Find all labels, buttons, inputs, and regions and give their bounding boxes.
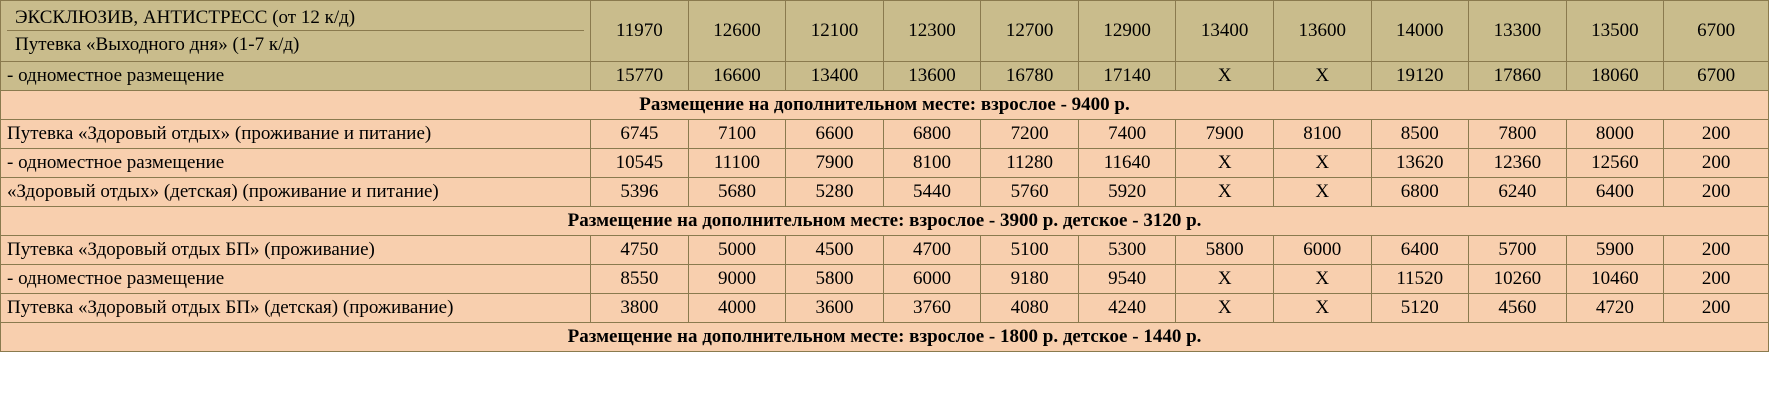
price-cell: X (1176, 294, 1274, 323)
price-cell: 13400 (786, 62, 884, 91)
price-cell: 15770 (591, 62, 689, 91)
table-header-row (1, 1, 1769, 62)
price-cell: 9540 (1078, 265, 1176, 294)
price-cell: 6800 (1371, 178, 1469, 207)
price-cell: 8550 (591, 265, 689, 294)
row-label: Путевка «Здоровый отдых» (проживание и питание) (1, 120, 591, 149)
price-cell: 6745 (591, 120, 689, 149)
price-cell: 11520 (1371, 265, 1469, 294)
price-cell: 5800 (786, 265, 884, 294)
header-label-line-1: ЭКСКЛЮЗИВ, АНТИСТРЕСС (от 12 к/д) (7, 4, 584, 31)
row-label: - одноместное размещение (1, 265, 591, 294)
price-cell: 4000 (688, 294, 786, 323)
price-cell: 10460 (1566, 265, 1664, 294)
price-cell: 16780 (981, 62, 1079, 91)
price-cell: 5900 (1566, 236, 1664, 265)
header-price-cell: 13500 (1566, 1, 1664, 62)
price-cell: 11100 (688, 149, 786, 178)
price-cell: 6400 (1371, 236, 1469, 265)
price-cell: 3760 (883, 294, 981, 323)
price-cell: 5120 (1371, 294, 1469, 323)
header-price-cell: 12900 (1078, 1, 1176, 62)
price-cell: X (1176, 265, 1274, 294)
table-row (1, 178, 1769, 207)
table-row (1, 236, 1769, 265)
table-banner-row (1, 323, 1769, 352)
banner-text: Размещение на дополнительном месте: взрослое - 3900 р. детское - 3120 р. (1, 207, 1769, 236)
price-cell: 7900 (786, 149, 884, 178)
price-cell: 5760 (981, 178, 1079, 207)
header-price-cell: 14000 (1371, 1, 1469, 62)
header-price-cell: 12100 (786, 1, 884, 62)
table-row (1, 149, 1769, 178)
header-price-cell: 12700 (981, 1, 1079, 62)
header-label-cell (1, 1, 591, 62)
price-cell: 200 (1664, 294, 1769, 323)
price-cell: 11640 (1078, 149, 1176, 178)
price-cell: 200 (1664, 120, 1769, 149)
price-cell: 17860 (1469, 62, 1567, 91)
price-cell: 5396 (591, 178, 689, 207)
price-cell: 6800 (883, 120, 981, 149)
table-row (1, 265, 1769, 294)
price-cell: 7200 (981, 120, 1079, 149)
price-cell: 5920 (1078, 178, 1176, 207)
table-row (1, 62, 1769, 91)
price-cell: 7100 (688, 120, 786, 149)
row-label: - одноместное размещение (1, 62, 591, 91)
price-cell: 10545 (591, 149, 689, 178)
table-row (1, 294, 1769, 323)
price-cell: X (1273, 62, 1371, 91)
price-cell: 4560 (1469, 294, 1567, 323)
price-cell: 8100 (883, 149, 981, 178)
price-cell: 11280 (981, 149, 1079, 178)
price-cell: 6000 (1273, 236, 1371, 265)
price-cell: 4750 (591, 236, 689, 265)
price-cell: 13620 (1371, 149, 1469, 178)
table-banner-row (1, 91, 1769, 120)
price-cell: 5000 (688, 236, 786, 265)
price-cell: X (1176, 178, 1274, 207)
price-cell: X (1273, 149, 1371, 178)
price-cell: 5280 (786, 178, 884, 207)
row-label: - одноместное размещение (1, 149, 591, 178)
banner-text: Размещение на дополнительном месте: взрослое - 1800 р. детское - 1440 р. (1, 323, 1769, 352)
price-cell: 5440 (883, 178, 981, 207)
price-cell: X (1273, 178, 1371, 207)
price-cell: 200 (1664, 149, 1769, 178)
price-cell: 200 (1664, 265, 1769, 294)
header-price-cell: 12600 (688, 1, 786, 62)
price-cell: 6600 (786, 120, 884, 149)
price-cell: X (1176, 62, 1274, 91)
price-cell: 7900 (1176, 120, 1274, 149)
table-row (1, 120, 1769, 149)
table-banner-row (1, 207, 1769, 236)
price-cell: 5800 (1176, 236, 1274, 265)
price-cell: 4700 (883, 236, 981, 265)
price-cell: 9000 (688, 265, 786, 294)
price-cell: 7800 (1469, 120, 1567, 149)
header-price-cell: 12300 (883, 1, 981, 62)
price-cell: 5100 (981, 236, 1079, 265)
header-price-cell: 13400 (1176, 1, 1274, 62)
price-cell: 5700 (1469, 236, 1567, 265)
price-cell: 3600 (786, 294, 884, 323)
price-cell: 4500 (786, 236, 884, 265)
price-cell: 9180 (981, 265, 1079, 294)
header-label-line-2: Путевка «Выходного дня» (1-7 к/д) (15, 34, 300, 55)
row-label: Путевка «Здоровый отдых БП» (проживание) (1, 236, 591, 265)
row-label: «Здоровый отдых» (детская) (проживание и питание) (1, 178, 591, 207)
header-price-cell: 11970 (591, 1, 689, 62)
price-cell: 6400 (1566, 178, 1664, 207)
price-cell: 200 (1664, 178, 1769, 207)
banner-text: Размещение на дополнительном месте: взрослое - 9400 р. (1, 91, 1769, 120)
price-cell: 200 (1664, 236, 1769, 265)
price-cell: 5300 (1078, 236, 1176, 265)
price-cell: 12360 (1469, 149, 1567, 178)
price-cell: 8100 (1273, 120, 1371, 149)
price-cell: 4240 (1078, 294, 1176, 323)
header-price-cell: 13600 (1273, 1, 1371, 62)
price-cell: 6240 (1469, 178, 1567, 207)
price-cell: 13600 (883, 62, 981, 91)
price-cell: 3800 (591, 294, 689, 323)
table-body (1, 1, 1769, 352)
price-cell: 19120 (1371, 62, 1469, 91)
price-cell: 8000 (1566, 120, 1664, 149)
price-cell: 18060 (1566, 62, 1664, 91)
header-price-cell: 6700 (1664, 1, 1769, 62)
price-cell: 6700 (1664, 62, 1769, 91)
row-label: Путевка «Здоровый отдых БП» (детская) (проживание) (1, 294, 591, 323)
price-cell: 8500 (1371, 120, 1469, 149)
price-cell: 6000 (883, 265, 981, 294)
price-cell: 7400 (1078, 120, 1176, 149)
price-cell: 17140 (1078, 62, 1176, 91)
price-cell: X (1273, 265, 1371, 294)
header-price-cell: 13300 (1469, 1, 1567, 62)
price-cell: 10260 (1469, 265, 1567, 294)
price-cell: 4080 (981, 294, 1079, 323)
price-cell: 16600 (688, 62, 786, 91)
price-cell: X (1273, 294, 1371, 323)
price-cell: 12560 (1566, 149, 1664, 178)
price-cell: 4720 (1566, 294, 1664, 323)
price-cell: 5680 (688, 178, 786, 207)
price-cell: X (1176, 149, 1274, 178)
